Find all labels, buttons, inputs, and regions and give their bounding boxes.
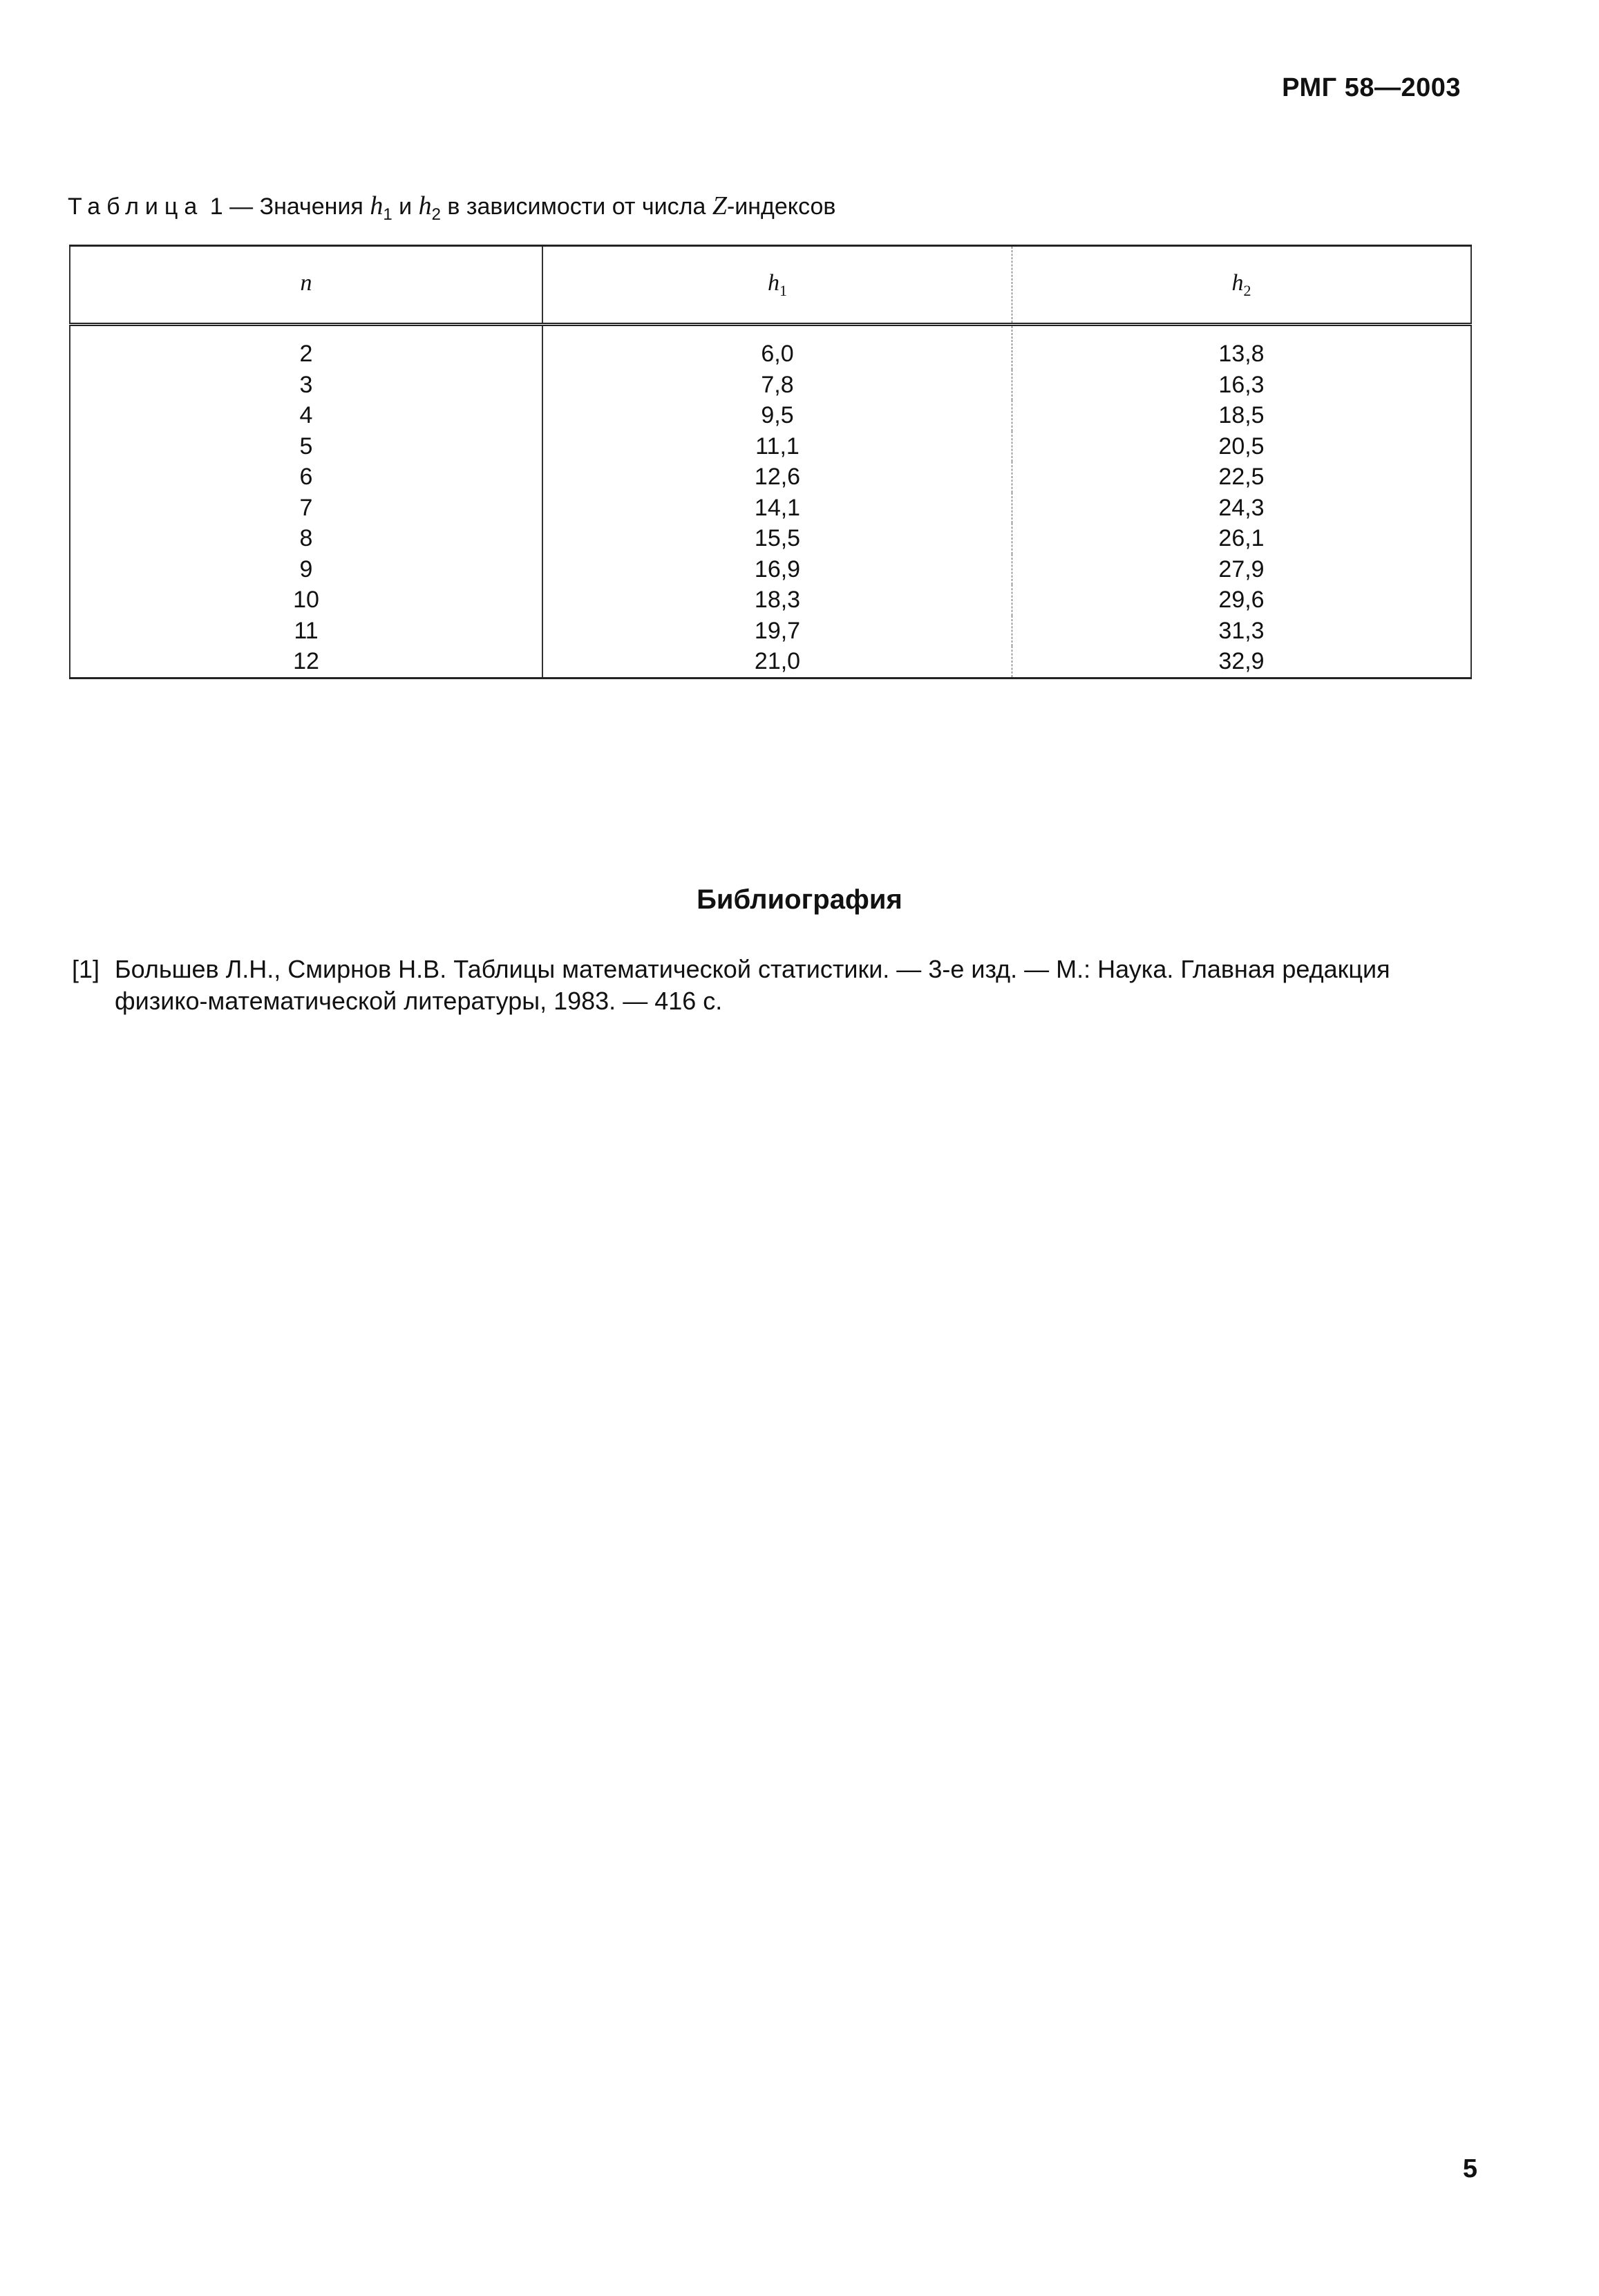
table-row [70, 585, 1471, 616]
cell-h1: 9,5 [542, 400, 1012, 431]
cell-n: 7 [70, 493, 542, 524]
cell-n: 9 [70, 554, 542, 585]
cell-h2: 26,1 [1012, 523, 1472, 554]
caption-tail: -индексов [726, 193, 836, 220]
cell-h1: 11,1 [542, 431, 1012, 462]
caption-z: Z [712, 191, 727, 220]
cell-h2: 31,3 [1012, 616, 1472, 647]
cell-h1: 21,0 [542, 646, 1012, 678]
caption-h1: h [370, 191, 384, 220]
reference-number: [1] [72, 955, 100, 983]
cell-n: 4 [70, 400, 542, 431]
table-row [70, 370, 1471, 401]
page-number: 5 [1462, 2154, 1477, 2183]
caption-rest: в зависимости от числа [447, 193, 706, 220]
cell-n: 3 [70, 370, 542, 401]
cell-h1: 15,5 [542, 523, 1012, 554]
table-row [70, 400, 1471, 431]
cell-n: 5 [70, 431, 542, 462]
table-row [70, 431, 1471, 462]
cell-h2: 18,5 [1012, 400, 1472, 431]
cell-h1: 19,7 [542, 616, 1012, 647]
cell-n: 11 [70, 616, 542, 647]
bibliography-heading: Библиография [697, 884, 902, 915]
cell-n: 8 [70, 523, 542, 554]
cell-h2: 16,3 [1012, 370, 1472, 401]
table-row [70, 325, 1471, 370]
cell-h2: 24,3 [1012, 493, 1472, 524]
table-row [70, 646, 1471, 678]
reference-text: Большев Л.Н., Смирнов Н.В. Таблицы математической статистики. — 3-е изд. — М.: Наука. Главная редакция физико-математической литературы, 1983. — 416 с. [115, 955, 1390, 1015]
column-header-h1: $h_1$ [542, 246, 1012, 325]
table-row [70, 523, 1471, 554]
column-header-h2: $h_2$ [1012, 246, 1472, 325]
table-row [70, 616, 1471, 647]
cell-n: 10 [70, 585, 542, 616]
cell-h1: 6,0 [542, 325, 1012, 370]
values-table [69, 245, 1472, 679]
cell-h1: 7,8 [542, 370, 1012, 401]
caption-h2-sub: 2 [431, 205, 441, 224]
cell-h1: 16,9 [542, 554, 1012, 585]
cell-h2: 20,5 [1012, 431, 1472, 462]
table-row [70, 554, 1471, 585]
cell-h1: 14,1 [542, 493, 1012, 524]
column-header-n: n [70, 246, 542, 325]
caption-h1-sub: 1 [383, 205, 392, 224]
cell-h2: 32,9 [1012, 646, 1472, 678]
cell-n: 6 [70, 462, 542, 493]
cell-h2: 27,9 [1012, 554, 1472, 585]
cell-n: 12 [70, 646, 542, 678]
cell-h1: 12,6 [542, 462, 1012, 493]
document-code: РМГ 58—2003 [1282, 73, 1461, 102]
cell-n: 2 [70, 325, 542, 370]
caption-label: Таблица [68, 193, 204, 220]
cell-h1: 18,3 [542, 585, 1012, 616]
caption-and: и [399, 193, 413, 220]
table-header-row [70, 246, 1471, 325]
cell-h2: 13,8 [1012, 325, 1472, 370]
table-row [70, 493, 1471, 524]
cell-h2: 29,6 [1012, 585, 1472, 616]
caption-h2: h [418, 191, 432, 220]
cell-h2: 22,5 [1012, 462, 1472, 493]
table-body [70, 325, 1471, 679]
table-caption [68, 191, 835, 225]
caption-number: 1 — Значения [209, 193, 363, 220]
table-row [70, 462, 1471, 493]
bibliography-item [72, 953, 1475, 1017]
